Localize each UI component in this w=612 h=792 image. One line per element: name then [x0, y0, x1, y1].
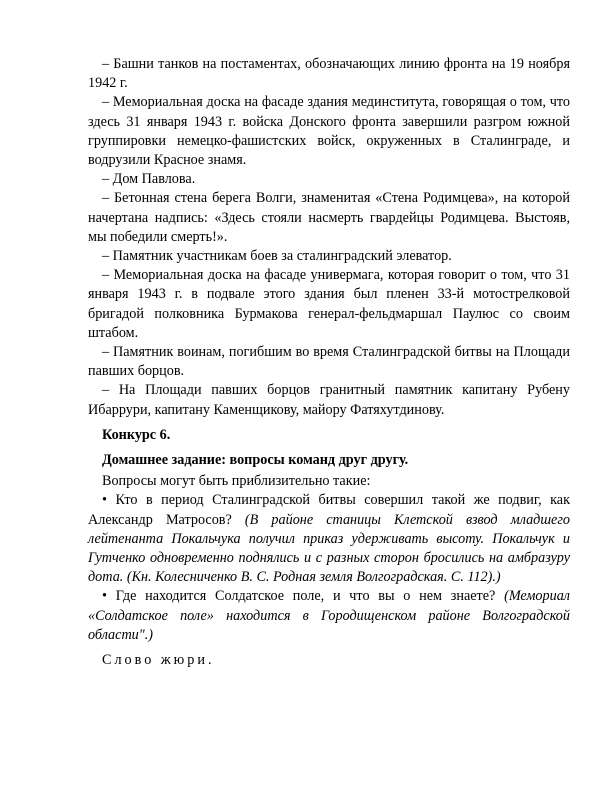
memorial-item-tank-turrets: – Башни танков на постаментах, обозначающих линию фронта на 19 ноября 1942 г. [88, 56, 570, 92]
answer-text: (В районе станицы Клетской взвод младшего лейтенанта Покальчука получил приказ удерживать высоту. Покальчук и Гутченко одновременно поднялись и с разных сторон бросились на амбразуру дота. (Кн. Колесниченко В. С. Родная земля Волгоградская. С. 112).) [88, 511, 570, 586]
memorial-item-rodimtsev-wall: – Бетонная стена берега Волги, знаменитая «Стена Родимцева», на которой начертана надпись: «Здесь стояли насмерть гвардейцы Родимцева. Выстояв, мы победили смерть!». [88, 190, 570, 245]
question-text: Кто в период Сталинградской битвы совершил такой же подвиг, как Александр Матросов? [88, 492, 570, 528]
question-item [88, 587, 570, 645]
bullet-icon: • [102, 588, 107, 605]
memorial-item-pavlov-house: – Дом Павлова. [102, 171, 196, 188]
document-body [88, 55, 570, 670]
contest-title: Конкурс 6. [102, 426, 171, 443]
answer-text: (Мемориал «Солдатское поле» находится в Городищенском районе Волгоградской области".) [88, 588, 570, 643]
jury-word: Слово жюри. [102, 652, 215, 669]
question-item [88, 491, 570, 587]
memorial-item-fallen-soldiers-monument: – Памятник воинам, погибшим во время Сталинградской битвы на Площади павших борцов. [88, 344, 570, 380]
memorial-item-univermag-plaque: – Мемориальная доска на фасаде универмага, которая говорит о том, что 31 января 1943 г. в подвале этого здания был пленен 33-й мотострелковой бригадой полковника Бурмакова генерал-фельдмаршал Паулюс со своим штабом. [88, 267, 570, 341]
memorial-item-medical-institute-plaque: – Мемориальная доска на фасаде здания мединститута, говорящая о том, что здесь 31 января 1943 г. войска Донского фронта завершили разгром южной группировки немецко-фашистских войск, окруженных в Сталинграде, и водрузили Красное знамя. [88, 94, 570, 169]
homework-heading: Домашнее задание: вопросы команд друг другу. [102, 452, 409, 469]
questions-intro: Вопросы могут быть приблизительно такие: [102, 473, 371, 490]
memorial-item-elevator-monument: – Памятник участникам боев за сталинградский элеватор. [102, 248, 452, 265]
question-text: Где находится Солдатское поле, и что вы о нем знаете? [106, 588, 505, 605]
bullet-icon: • [102, 492, 107, 509]
memorial-item-ibarruri-monument: – На Площади павших борцов гранитный памятник капитану Рубену Ибаррури, капитану Каменщикову, майору Фатяхутдинову. [88, 382, 570, 418]
